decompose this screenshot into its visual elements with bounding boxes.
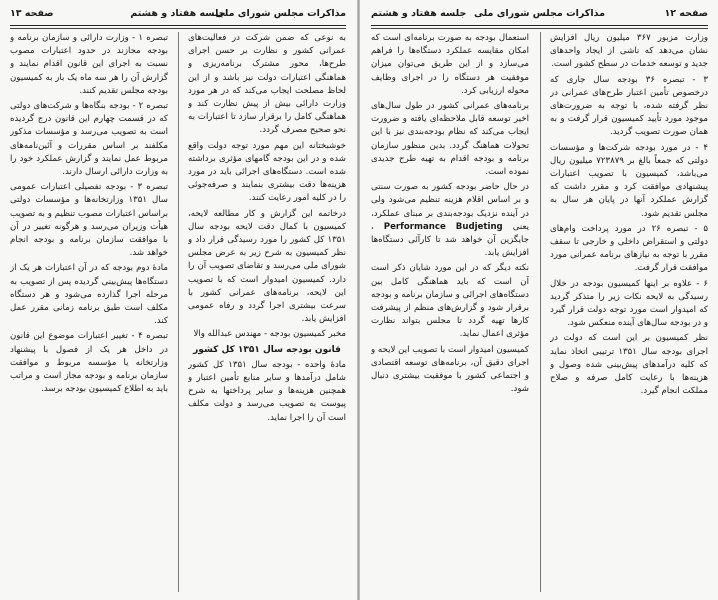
paragraph-text: تبصره ۱ - وزارت دارائی و سازمان برنامه و بودجه مجازند در حدود اعتبارات مصوب نسبت به اجرای این قانون اقدام نمایند و گزارش آن را هر سه ماه یک بار به کمیسیون بودجه مجلس تقدیم کنند. xyxy=(10,33,168,96)
paragraph-text: به نوعی که ضمن شرکت در فعالیت‌های عمرانی کشور و نظارت بر حسن اجرای طرح‌ها، محور مشترک برنامه‌ریزی و هماهنگی اعتبارات دولت نیز باشد و از این لحاظ مصلحت ایجاب می‌کند که در هر مورد وزارت دارائی بیش از پیش نظارت کند و هماهنگی کامل را برقرار سازد تا اعتبارات به نحو صحیح مصرف گردد. xyxy=(188,33,346,136)
paragraph-text: تبصره ۴ - تغییر اعتبارات موضوع این قانون در داخل هر یک از فصول با پیشنهاد وزارتخانه یا مؤسسه مربوط و موافقت سازمان برنامه و بودجه مجاز است و مراتب باید به اطلاع کمیسیون بودجه برسد. xyxy=(10,331,168,395)
paragraph xyxy=(371,32,529,98)
paragraph-text: تبصره ۳ - بودجه تفصیلی اعتبارات عمومی سال ۱۳۵۱ وزارتخانه‌ها و مؤسسات دولتی براساس اعتبارات مصوب تنظیم و به تصویب هیأت وزیران می‌رسد و هرگونه تغییر در آن با موافقت سازمان برنامه و بودجه انجام خواهد شد. xyxy=(10,182,168,259)
header-rule-thin xyxy=(10,28,346,29)
paragraph-text-tail: ، جایگزین آن خواهد شد تا کارآئی دستگاه‌ها افزایش یابد. xyxy=(371,221,529,259)
paragraph-text: در حال حاضر بودجه کشور به صورت سنتی و بر اساس اقلام هزینه تنظیم می‌شود ولی در آینده نزدیک بودجه‌بندی بر مبنای عملکرد، یعنی xyxy=(371,182,529,232)
book-gutter xyxy=(357,0,360,600)
paragraph-text: استعمال بودجه به صورت برنامه‌ای است که امکان مقایسه عملکرد دستگاه‌ها را فراهم می‌سازد و از این طریق می‌توان میزان موفقیت هر دستگاه را در اجرای وظایف محوله ارزیابی کرد. xyxy=(371,33,529,96)
paragraph xyxy=(10,181,168,260)
paragraph xyxy=(10,32,168,98)
paragraph-text: مادهٔ دوم بودجه که در آن اعتبارات هر یک از دستگاه‌ها پیش‌بینی گردیده پس از تصویب به مرحله اجرا گذارده می‌شود و هر دستگاه مکلف است طبق برنامه زمانی مقرر عمل کند. xyxy=(10,263,168,327)
paragraph-text: مخبر کمیسیون بودجه - مهندس عبدالله والا xyxy=(193,329,346,340)
header-rule xyxy=(371,25,708,26)
left-page-header xyxy=(10,6,346,26)
paragraph xyxy=(550,332,708,398)
right-header-page-number: صفحه ۱۲ xyxy=(664,8,708,19)
left-header-page-number: صفحه ۱۳ xyxy=(10,8,54,19)
paragraph xyxy=(10,100,168,179)
paragraph-text: ۳ - تبصره ۳۶ بودجه سال جاری که درخصوص تأمین اعتبار طرح‌های عمرانی در نظر گرفته شده، با توجه به ضرورت‌های موجود مورد تأیید کمیسیون قرار گرفت و به همان صورت تصویب گردید. xyxy=(550,74,708,138)
left-page-left-column xyxy=(10,32,168,592)
paragraph-text: نظر کمیسیون بر این است که دولت در اجرای بودجه سال ۱۳۵۱ ترتیبی اتخاذ نماید که کلیه درآمدهای پیش‌بینی شده وصول و هزینه‌ها با رعایت کامل صرفه و صلاح مملکت انجام گیرد. xyxy=(550,333,708,397)
paragraph-text: کمیسیون امیدوار است با تصویب این لایحه و اجرای دقیق آن، برنامه‌های توسعه اقتصادی و اجتماعی کشور با موفقیت بیشتری دنبال شود. xyxy=(371,344,529,395)
paragraph-text: ۵ - تبصره ۲۶ در مورد پرداخت وام‌های دولتی و استقراض داخلی و خارجی تا سقف مقرر با توجه به نیازهای برنامه عمرانی مورد موافقت قرار گرفت. xyxy=(550,223,708,274)
paragraph-text: تبصره ۲ - بودجه بنگاه‌ها و شرکت‌های دولتی که در قسمت چهارم این قانون درج گردیده است به تصویب می‌رسد و مؤسسات مذکور مکلفند بر اساس مقررات و آئین‌نامه‌های مربوط عمل نمایند و گزارش عملکرد خود را به وزارت دارائی ارسال دارند. xyxy=(10,101,168,178)
left-page xyxy=(0,0,356,600)
paragraph xyxy=(188,140,346,206)
paragraph xyxy=(188,208,346,327)
paragraph xyxy=(371,344,529,397)
performance-budgeting-term: Performance Budjeting xyxy=(373,221,513,232)
paragraph xyxy=(188,359,346,425)
left-header-book-title: مذاکرات مجلس شورای ملی xyxy=(215,8,346,19)
paragraph-text: خوشبختانه این مهم مورد توجه دولت واقع شده و در این بودجه گامهای مؤثری برداشته شده است. دستگاه‌های اجرائی باید در مورد هزینه‌ها دقت بیشتری بنمایند و صرفه‌جوئی را در کلیه امور رعایت کنند. xyxy=(188,140,346,204)
paragraph xyxy=(371,181,529,260)
header-rule-thin xyxy=(371,28,708,29)
paragraph-text: قانون بودجه سال ۱۳۵۱ کل کشور xyxy=(193,344,341,355)
paragraph-text: درخاتمه این گزارش و کار مطالعه لایحه، کمیسیون با کمال دقت لایحه بودجه سال ۱۳۵۱ کل کشور را مورد رسیدگی قرار داد و نظر کمیسیون به شرح زیر به عرض مجلس شورای ملی می‌رسد و تقاضای تصویب آن را دارد. کمیسیون امیدوار است که با تصویب این لایحه، برنامه‌های عمرانی کشور با سرعت بیشتری اجرا گردد و رفاه عمومی افزایش یابد. xyxy=(188,208,346,325)
left-page-right-column xyxy=(188,32,346,592)
paragraph-text: مادهٔ واحده - بودجه سال ۱۳۵۱ کل کشور شامل درآمدها و سایر منابع تأمین اعتبار و همچنین هزینه‌ها و سایر پرداختها به شرح پیوست به تصویب می‌رسد و دولت مکلف است آن را اجرا نماید. xyxy=(188,359,346,423)
column-divider xyxy=(178,32,179,592)
right-header-session-title: جلسه هفتاد و هشتم xyxy=(371,8,467,19)
paragraph xyxy=(550,278,708,331)
paragraph xyxy=(550,32,708,72)
paragraph xyxy=(371,100,529,179)
paragraph-text: برنامه‌های عمرانی کشور در طول سال‌های اخیر توسعه قابل ملاحظه‌ای یافته و ضرورت ایجاب می‌کند که نظام بودجه‌بندی نیز با این تحولات هماهنگ گردد. بدین منظور سازمان برنامه و بودجه اقدام به تهیه طرح جدیدی نموده است. xyxy=(371,101,529,178)
paragraph-text: وزارت مزبور ۳۶۷ میلیون ریال افزایش نشان می‌دهد که ناشی از ایجاد واحدهای جدید و توسعه خدمات در سطح کشور است. xyxy=(550,33,708,70)
paragraph xyxy=(188,32,346,138)
paragraph xyxy=(550,74,708,140)
right-page-left-column xyxy=(371,32,529,592)
column-divider xyxy=(540,32,541,592)
paragraph xyxy=(371,262,529,341)
paragraph-text: نکته دیگر که در این مورد شایان ذکر است آن است که باید هماهنگی کامل بین دستگاه‌های اجرائی و سازمان برنامه و بودجه برقرار شود و گزارش‌های منظم از پیشرفت کارها تهیه گردد تا مجلس بتواند نظارت مؤثری اعمال نماید. xyxy=(371,263,529,340)
left-header-session-title: جلسه هفتاد و هشتم xyxy=(130,8,226,19)
right-page-columns xyxy=(371,32,708,592)
right-header-book-title: مذاکرات مجلس شورای ملی xyxy=(474,8,605,19)
paragraph-text: ۶ - علاوه بر اینها کمیسیون بودجه در خلال رسیدگی به لایحه نکات زیر را متذکر گردید که امیدوار است مورد توجه دولت قرار گیرد و در بودجه سال‌های آینده منعکس شود. xyxy=(550,278,708,329)
section-heading xyxy=(188,344,346,357)
right-page xyxy=(361,0,718,600)
paragraph xyxy=(188,328,346,341)
paragraph-text: ۴ - در مورد بودجه شرکت‌ها و مؤسسات دولتی که جمعاً بالغ بر ۷۲۳۸۷۹ میلیون ریال می‌باشد، کمیسیون با تصویب اعتبارات پیشنهادی موافقت کرد و مقرر داشت که گزارش عملکرد آنها در پایان هر سال به مجلس تقدیم شود. xyxy=(550,142,708,219)
header-rule xyxy=(10,25,346,26)
paragraph xyxy=(10,330,168,396)
paragraph xyxy=(550,223,708,276)
paragraph xyxy=(550,142,708,221)
paragraph xyxy=(10,262,168,328)
right-page-header xyxy=(371,6,708,26)
right-page-right-column xyxy=(550,32,708,592)
left-page-columns xyxy=(10,32,346,592)
